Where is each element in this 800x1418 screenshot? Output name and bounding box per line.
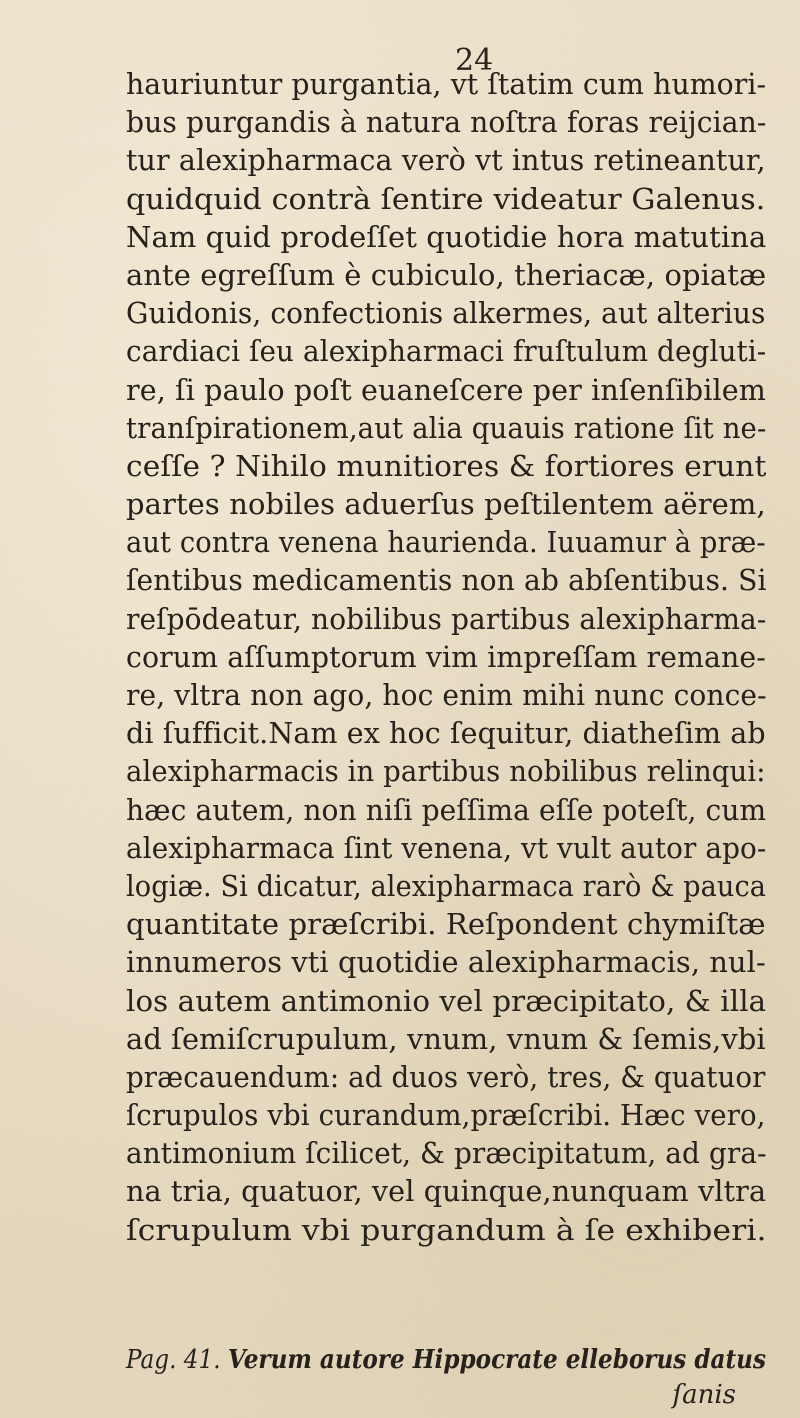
footnote-page-ref: Pag. 41. <box>126 1345 221 1375</box>
text-line: præcauendum: ad duos verò, tres, & quatuor <box>126 1060 766 1094</box>
text-line: ad ſemiſcrupulum, vnum, vnum & ſemis,vbi <box>126 1022 766 1056</box>
text-line: tur alexipharmaca verò vt intus retineantur, <box>126 144 766 178</box>
text-line: antimonium ſcilicet, & præcipitatum, ad gra- <box>126 1137 767 1171</box>
text-line: innumeros vti quotidie alexipharmacis, nul- <box>126 946 766 980</box>
text-line: corum aſſumptorum vim impreſſam remane- <box>126 640 766 674</box>
text-line: hæc autem, non niſi peſſima eſſe poteſt, cum <box>126 793 767 827</box>
text-line: ſcrupulum vbi purgandum à ſe exhiberi. <box>126 1213 767 1247</box>
text-line: alexipharmacis in partibus nobilibus relinqui: <box>126 755 766 789</box>
text-line: ſentibus medicamentis non ab abſentibus. Si <box>126 564 767 598</box>
page-number: 24 <box>455 43 494 78</box>
text-line: partes nobiles aduerſus peſtilentem aërem, <box>126 488 766 522</box>
text-line: cardiaci ſeu alexipharmaci fruſtulum degluti- <box>126 335 767 369</box>
text-line: tranſpirationem,aut alia quauis ratione ſit ne- <box>126 411 767 445</box>
text-line: aut contra venena haurienda. Iuuamur à præ- <box>126 526 766 560</box>
text-line: ceſſe ? Nihilo munitiores & fortiores erunt <box>126 449 767 483</box>
text-line: quantitate præſcribi. Reſpondent chymiſtæ <box>126 908 766 942</box>
text-line: alexipharmaca ſint venena, vt vult autor apo- <box>126 831 767 865</box>
body-text <box>126 66 766 1250</box>
text-line: bus purgandis à natura noſtra foras reijcian- <box>126 106 767 140</box>
footnote-line <box>126 1343 766 1377</box>
text-line: hauriuntur purgantia, vt ſtatim cum humori- <box>126 68 767 101</box>
text-line: di ſufficit.Nam ex hoc ſequitur, diatheſim ab <box>126 717 766 751</box>
catchword: ſanis <box>672 1380 736 1410</box>
text-line: ante egreſſum è cubiculo, theriacæ, opiatæ <box>126 258 767 292</box>
text-line: los autem antimonio vel præcipitato, & illa <box>126 984 767 1018</box>
text-line: Nam quid prodeſſet quotidie hora matutina <box>126 220 767 254</box>
text-line: logiæ. Si dicatur, alexipharmaca rarò & pauca <box>126 869 767 903</box>
text-line: ſcrupulos vbi curandum,præſcribi. Hæc vero, <box>126 1099 766 1133</box>
text-line: quidquid contrà ſentire videatur Galenus. <box>126 182 766 216</box>
text-line: reſpōdeatur, nobilibus partibus alexipharma- <box>126 602 767 636</box>
text-line: re, vltra non ago, hoc enim mihi nunc conce- <box>126 679 767 712</box>
footnote-text: Verum autore Hippocrate elleborus datus <box>227 1345 766 1375</box>
footnote <box>126 1343 766 1413</box>
text-line: Guidonis, confectionis alkermes, aut alterius <box>126 297 766 331</box>
text-line: re, ſi paulo poſt euaneſcere per inſenſibilem <box>126 373 766 407</box>
text-line: na tria, quatuor, vel quinque,nunquam vltra <box>126 1175 767 1209</box>
